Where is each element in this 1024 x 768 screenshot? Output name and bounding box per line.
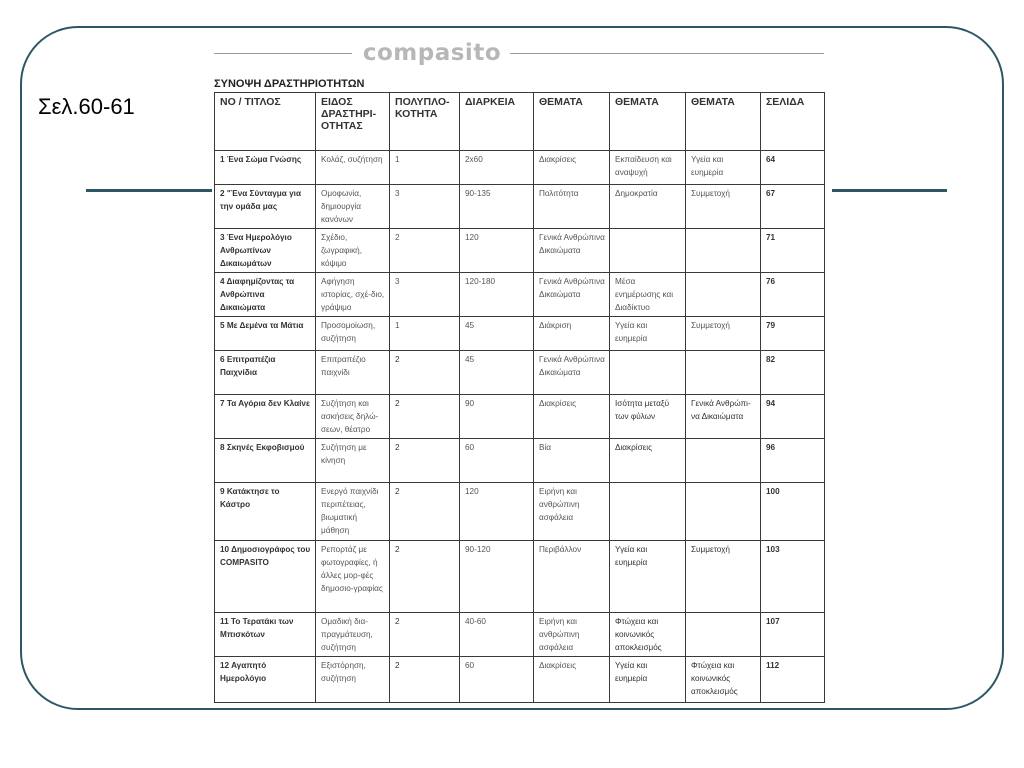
scanned-document (212, 34, 826, 708)
table-cell: Ισότητα μεταξύ των φύλων (610, 395, 686, 439)
table-cell: Υγεία και ευημερία (610, 317, 686, 351)
table-cell: Προσομοίωση, συζήτηση (316, 317, 390, 351)
activity-title-cell: 2 "Ένα Σύνταγμα για την ομάδα μας (215, 185, 316, 229)
activity-title-cell: 5 Με Δεμένα τα Μάτια (215, 317, 316, 351)
page-number-cell: 96 (761, 439, 825, 483)
page-number-cell: 94 (761, 395, 825, 439)
table-cell: 90-120 (460, 541, 534, 613)
table-row (215, 395, 825, 439)
column-header: ΕΙΔΟΣ ΔΡΑΣΤΗΡΙ-ΟΤΗΤΑΣ (316, 93, 390, 151)
table-cell: 60 (460, 439, 534, 483)
page-number-cell: 71 (761, 229, 825, 273)
table-cell: Αφήγηση ιστορίας, σχέ-διο, γράψιμο (316, 273, 390, 317)
activity-title-cell: 1 Ένα Σώμα Γνώσης (215, 151, 316, 185)
column-header: ΔΙΑΡΚΕΙΑ (460, 93, 534, 151)
table-row (215, 541, 825, 613)
page-number-cell: 64 (761, 151, 825, 185)
page-reference: Σελ.60-61 (38, 94, 135, 119)
table-row (215, 657, 825, 703)
table-cell (610, 351, 686, 395)
page-number-cell: 76 (761, 273, 825, 317)
page-number-cell: 79 (761, 317, 825, 351)
table-cell: Ειρήνη και ανθρώπινη ασφάλεια (534, 483, 610, 541)
table-cell: 60 (460, 657, 534, 703)
table-cell (686, 229, 761, 273)
header-rule-left (214, 53, 352, 54)
activity-title-cell: 9 Κατάκτησε το Κάστρο (215, 483, 316, 541)
table-row (215, 151, 825, 185)
table-cell: Δημοκρατία (610, 185, 686, 229)
table-cell: 45 (460, 317, 534, 351)
column-header: ΘΕΜΑΤΑ (534, 93, 610, 151)
table-cell: Εκπαίδευση και αναψυχή (610, 151, 686, 185)
table-cell: Συζήτηση με κίνηση (316, 439, 390, 483)
table-cell: Ομοφωνία, δημιουργία κανόνων (316, 185, 390, 229)
activity-title-cell: 7 Τα Αγόρια δεν Κλαίνε (215, 395, 316, 439)
table-cell: 2 (390, 351, 460, 395)
table-cell: Ειρήνη και ανθρώπινη ασφάλεια (534, 613, 610, 657)
page-number-cell: 112 (761, 657, 825, 703)
table-cell: Ρεπορτάζ με φωτογραφίες, ή άλλες μορ-φές δημοσιο-γραφίας (316, 541, 390, 613)
page-number-cell: 107 (761, 613, 825, 657)
table-cell: Συμμετοχή (686, 541, 761, 613)
activity-title-cell: 8 Σκηνές Εκφοβισμού (215, 439, 316, 483)
right-divider-line (832, 189, 947, 192)
table-cell: 90 (460, 395, 534, 439)
page-number-cell: 67 (761, 185, 825, 229)
table-cell (686, 351, 761, 395)
activity-title-cell: 11 Το Τερατάκι των Μπισκότων (215, 613, 316, 657)
table-cell: 90-135 (460, 185, 534, 229)
table-cell: Μέσα ενημέρωσης και Διαδίκτυο (610, 273, 686, 317)
table-cell: Υγεία και ευημερία (610, 541, 686, 613)
column-header: ΘΕΜΑΤΑ (610, 93, 686, 151)
page-number-cell: 82 (761, 351, 825, 395)
table-cell (686, 613, 761, 657)
table-row (215, 229, 825, 273)
table-cell: Ομαδική δια-πραγμάτευση, συζήτηση (316, 613, 390, 657)
table-cell: Φτώχεια και κοινωνικός αποκλεισμός (686, 657, 761, 703)
table-cell: 1 (390, 317, 460, 351)
table-cell: 2 (390, 395, 460, 439)
table-row (215, 351, 825, 395)
table-cell: 120-180 (460, 273, 534, 317)
page-number-cell: 100 (761, 483, 825, 541)
table-cell: 40-60 (460, 613, 534, 657)
table-cell: Διακρίσεις (534, 395, 610, 439)
table-cell: Συμμετοχή (686, 185, 761, 229)
table-cell: 120 (460, 229, 534, 273)
table-row (215, 483, 825, 541)
left-divider-line (86, 189, 214, 192)
table-row (215, 273, 825, 317)
header-rule-right (510, 53, 824, 54)
table-cell: Γενικά Ανθρώπι-να Δικαιώματα (686, 395, 761, 439)
page-number-cell: 103 (761, 541, 825, 613)
table-cell: Γενικά Ανθρώπινα Δικαιώματα (534, 229, 610, 273)
table-row (215, 185, 825, 229)
activity-title-cell: 4 Διαφημίζοντας τα Ανθρώπινα Δικαιώματα (215, 273, 316, 317)
activity-title-cell: 12 Αγαπητό Ημερολόγιο (215, 657, 316, 703)
table-header-row (215, 93, 825, 151)
table-cell: Διακρίσεις (610, 439, 686, 483)
table-cell (686, 483, 761, 541)
table-cell: Κολάζ, συζήτηση (316, 151, 390, 185)
table-cell: Διακρίσεις (534, 151, 610, 185)
table-cell: Διάκριση (534, 317, 610, 351)
table-cell: 45 (460, 351, 534, 395)
table-cell (686, 439, 761, 483)
table-cell: Επιτραπέζιο παιχνίδι (316, 351, 390, 395)
table-row (215, 613, 825, 657)
table-cell: 1 (390, 151, 460, 185)
table-cell: 3 (390, 273, 460, 317)
table-cell: 2 (390, 439, 460, 483)
table-cell: 3 (390, 185, 460, 229)
document-header (212, 40, 826, 66)
column-header: ΣΕΛΙΔΑ (761, 93, 825, 151)
table-cell: 2 (390, 613, 460, 657)
table-cell: Βία (534, 439, 610, 483)
table-cell: 2 (390, 483, 460, 541)
activity-title-cell: 10 Δημοσιογράφος του COMPASITO (215, 541, 316, 613)
table-cell: Εξιστόρηση, συζήτηση (316, 657, 390, 703)
table-cell: Υγεία και ευημερία (686, 151, 761, 185)
activity-title-cell: 3 Ένα Ημερολόγιο Ανθρωπίνων Δικαιωμάτων (215, 229, 316, 273)
table-cell: 2 (390, 229, 460, 273)
brand-logo: compasito (362, 40, 502, 66)
column-header: ΝΟ / ΤΙΤΛΟΣ (215, 93, 316, 151)
table-cell: Ενεργό παιχνίδι περιπέτειας, βιωματική μάθηση (316, 483, 390, 541)
activity-title-cell: 6 Επιτραπέζια Παιχνίδια (215, 351, 316, 395)
table-cell: Υγεία και ευημερία (610, 657, 686, 703)
table-cell: Γενικά Ανθρώπινα Δικαιώματα (534, 273, 610, 317)
table-cell: Πολιτότητα (534, 185, 610, 229)
activities-table (214, 92, 825, 703)
table-cell: Διακρίσεις (534, 657, 610, 703)
table-cell: 2 (390, 657, 460, 703)
table-cell (610, 229, 686, 273)
table-cell: Περιβάλλον (534, 541, 610, 613)
column-header: ΠΟΛΥΠΛΟ-ΚΟΤΗΤΑ (390, 93, 460, 151)
table-cell: Συμμετοχή (686, 317, 761, 351)
table-cell: 120 (460, 483, 534, 541)
table-cell: Φτώχεια και κοινωνικός αποκλεισμός (610, 613, 686, 657)
table-row (215, 439, 825, 483)
table-row (215, 317, 825, 351)
table-cell (686, 273, 761, 317)
table-cell: Σχέδιο, ζωγραφική, κόψιμο (316, 229, 390, 273)
document-title: ΣΥΝΟΨΗ ΔΡΑΣΤΗΡΙΟΤΗΤΩΝ (214, 78, 365, 90)
table-cell (610, 483, 686, 541)
column-header: ΘΕΜΑΤΑ (686, 93, 761, 151)
table-cell: 2x60 (460, 151, 534, 185)
table-cell: 2 (390, 541, 460, 613)
table-cell: Συζήτηση και ασκήσεις δηλώ-σεων, θέατρο (316, 395, 390, 439)
table-cell: Γενικά Ανθρώπινα Δικαιώματα (534, 351, 610, 395)
